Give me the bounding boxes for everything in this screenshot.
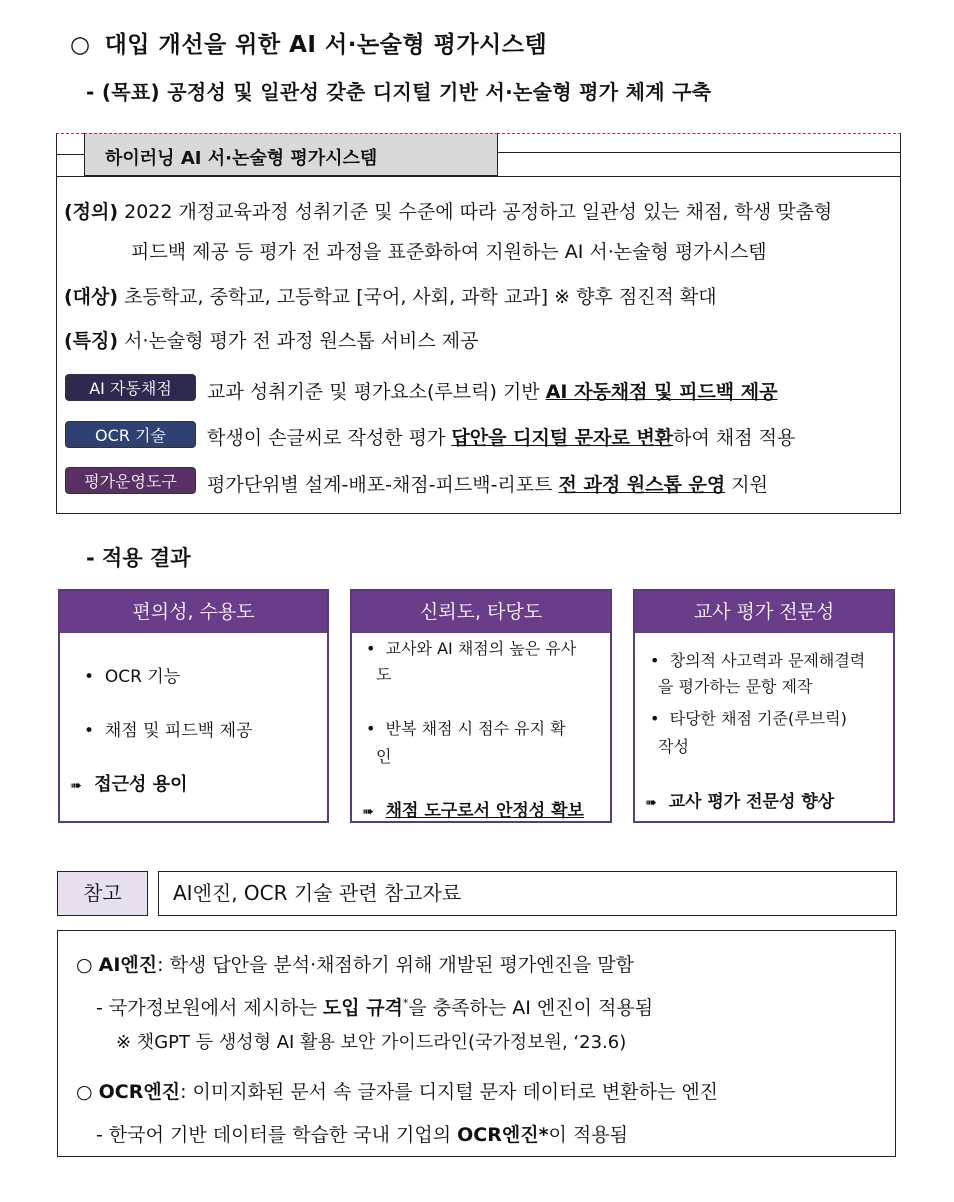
conclusion-text: 교사 평가 전문성 향상: [668, 792, 835, 812]
divider: [498, 152, 901, 153]
results-heading: - 적용 결과: [86, 546, 191, 570]
feature-label: (특징): [64, 330, 119, 352]
bullet-icon: •: [366, 719, 376, 738]
bullet-icon: •: [650, 709, 660, 728]
list-item-text: OCR 기능: [104, 667, 181, 687]
footnote-mark: *: [538, 1124, 549, 1146]
target-label: (대상): [64, 286, 119, 308]
circle-bullet-icon: ○: [76, 954, 93, 976]
ai-engine-definition: : 학생 답안을 분석·채점하기 위해 개발된 평가엔진을 말함: [157, 954, 634, 976]
list-item-text: 반복 채점 시 점수 유지 확: [385, 719, 566, 738]
ocr-engine-term: OCR엔진: [98, 1081, 181, 1103]
card-title: 교사 평가 전문성: [635, 591, 893, 633]
arrow-icon: ➠: [645, 795, 657, 811]
sub-text: - 한국어 기반 데이터를 학습한 국내 기업의: [96, 1124, 458, 1146]
feature-text: 교과 성취기준 및 평가요소(루브릭) 기반: [207, 381, 546, 403]
tag-ocr: OCR 기술: [65, 421, 196, 448]
feature-operation-tool: [207, 470, 768, 497]
list-item: [84, 716, 252, 741]
tag-ai-scoring: AI 자동채점: [65, 374, 196, 401]
list-item: [650, 706, 847, 729]
result-card-reliability: [350, 589, 612, 823]
bullet-icon: •: [650, 651, 660, 670]
card-conclusion: [70, 770, 188, 796]
ai-engine-sub: [96, 993, 653, 1020]
footnote-mark: *: [402, 996, 409, 1010]
card-conclusion: [362, 796, 584, 821]
feature-text: 하여 채점 적용: [673, 427, 796, 449]
divider: [56, 154, 84, 155]
title-text: 대입 개선을 위한 AI 서·논술형 평가시스템: [104, 32, 548, 58]
sub-emphasis: 도입 규격: [322, 997, 403, 1019]
ai-engine-line: [76, 950, 634, 977]
list-item-cont: 작성: [658, 737, 689, 756]
feature-text: 학생이 손글씨로 작성한 평가: [207, 427, 452, 449]
conclusion-text: 접근성 용이: [94, 774, 188, 795]
sub-text: 이 적용됨: [548, 1124, 628, 1146]
ai-engine-note: ※ 챗GPT 등 생성형 AI 활용 보안 가이드라인(국가정보원, ‘23.6): [116, 1032, 627, 1053]
list-item-text: 타당한 채점 기준(루브릭): [669, 709, 847, 728]
feature-text: 평가단위별 설계-배포-채점-피드백-리포트: [207, 474, 559, 496]
bullet-icon: •: [366, 639, 376, 658]
feature-row: [64, 326, 478, 353]
feature-ocr: [207, 423, 795, 450]
list-item: [650, 648, 865, 671]
list-item-cont: 도: [376, 665, 392, 684]
feature-ai-scoring: [207, 377, 777, 404]
sub-text: 을 충족하는 AI 엔진이 적용됨: [408, 997, 654, 1019]
list-item: [84, 662, 180, 687]
definition-row: [64, 197, 832, 224]
card-title: 편의성, 수용도: [60, 591, 327, 633]
ai-engine-term: AI엔진: [98, 954, 158, 976]
list-item-text: 교사와 AI 채점의 높은 유사: [385, 639, 577, 658]
goal-line: - (목표) 공정성 및 일관성 갖춘 디지털 기반 서·논술형 평가 체계 구축: [86, 80, 712, 104]
list-item-cont: 을 평가하는 문항 제작: [658, 677, 813, 696]
feature-text: 서·논술형 평가 전 과정 원스톱 서비스 제공: [124, 330, 479, 352]
definition-label: (정의): [64, 201, 119, 223]
definition-text: 2022 개정교육과정 성취기준 및 수준에 따라 공정하고 일관성 있는 채점, 학생 맞춤형: [124, 201, 833, 223]
list-item-cont: 인: [376, 747, 392, 766]
feature-emphasis: AI 자동채점 및 피드백 제공: [545, 381, 778, 403]
system-title: 하이러닝 AI 서·논술형 평가시스템: [84, 133, 498, 176]
sub-text: - 국가정보원에서 제시하는: [96, 997, 323, 1019]
feature-emphasis: 답안을 디지털 문자로 변환: [451, 427, 674, 449]
circle-bullet-icon: ○: [76, 1081, 93, 1103]
conclusion-text: 채점 도구로서 안정성 확보: [385, 801, 584, 821]
arrow-icon: ➠: [362, 804, 374, 820]
system-box: [56, 133, 901, 514]
reference-title: AI엔진, OCR 기술 관련 참고자료: [158, 871, 897, 916]
card-title: 신뢰도, 타당도: [352, 591, 610, 633]
feature-emphasis: 전 과정 원스톱 운영: [558, 474, 726, 496]
target-row: [64, 282, 717, 309]
target-text: 초등학교, 중학교, 고등학교 [국어, 사회, 과학 교과] ※ 향후 점진적 확대: [124, 286, 717, 308]
list-item: [366, 636, 576, 659]
card-conclusion: [645, 787, 834, 812]
bullet-icon: •: [84, 667, 95, 687]
sub-emphasis: OCR엔진: [457, 1124, 539, 1146]
divider: [56, 176, 901, 177]
list-item: [366, 716, 566, 739]
definition-text-cont: 피드백 제공 등 평가 전 과정을 표준화하여 지원하는 AI 서·논술형 평가시스템: [131, 241, 767, 263]
tag-operation-tool: 평가운영도구: [65, 467, 196, 494]
ocr-engine-definition: : 이미지화된 문서 속 글자를 디지털 문자 데이터로 변환하는 엔진: [180, 1081, 719, 1103]
ocr-engine-line: [76, 1077, 718, 1104]
bullet-icon: •: [84, 721, 95, 741]
feature-text: 지원: [725, 474, 768, 496]
circle-bullet-icon: ○: [70, 32, 91, 58]
arrow-icon: ➠: [70, 778, 82, 794]
page-title: [70, 26, 547, 59]
ocr-engine-sub: [96, 1120, 628, 1147]
list-item-text: 채점 및 피드백 제공: [104, 721, 253, 741]
list-item-text: 창의적 사고력과 문제해결력: [669, 651, 866, 670]
reference-label: 참고: [57, 871, 148, 916]
